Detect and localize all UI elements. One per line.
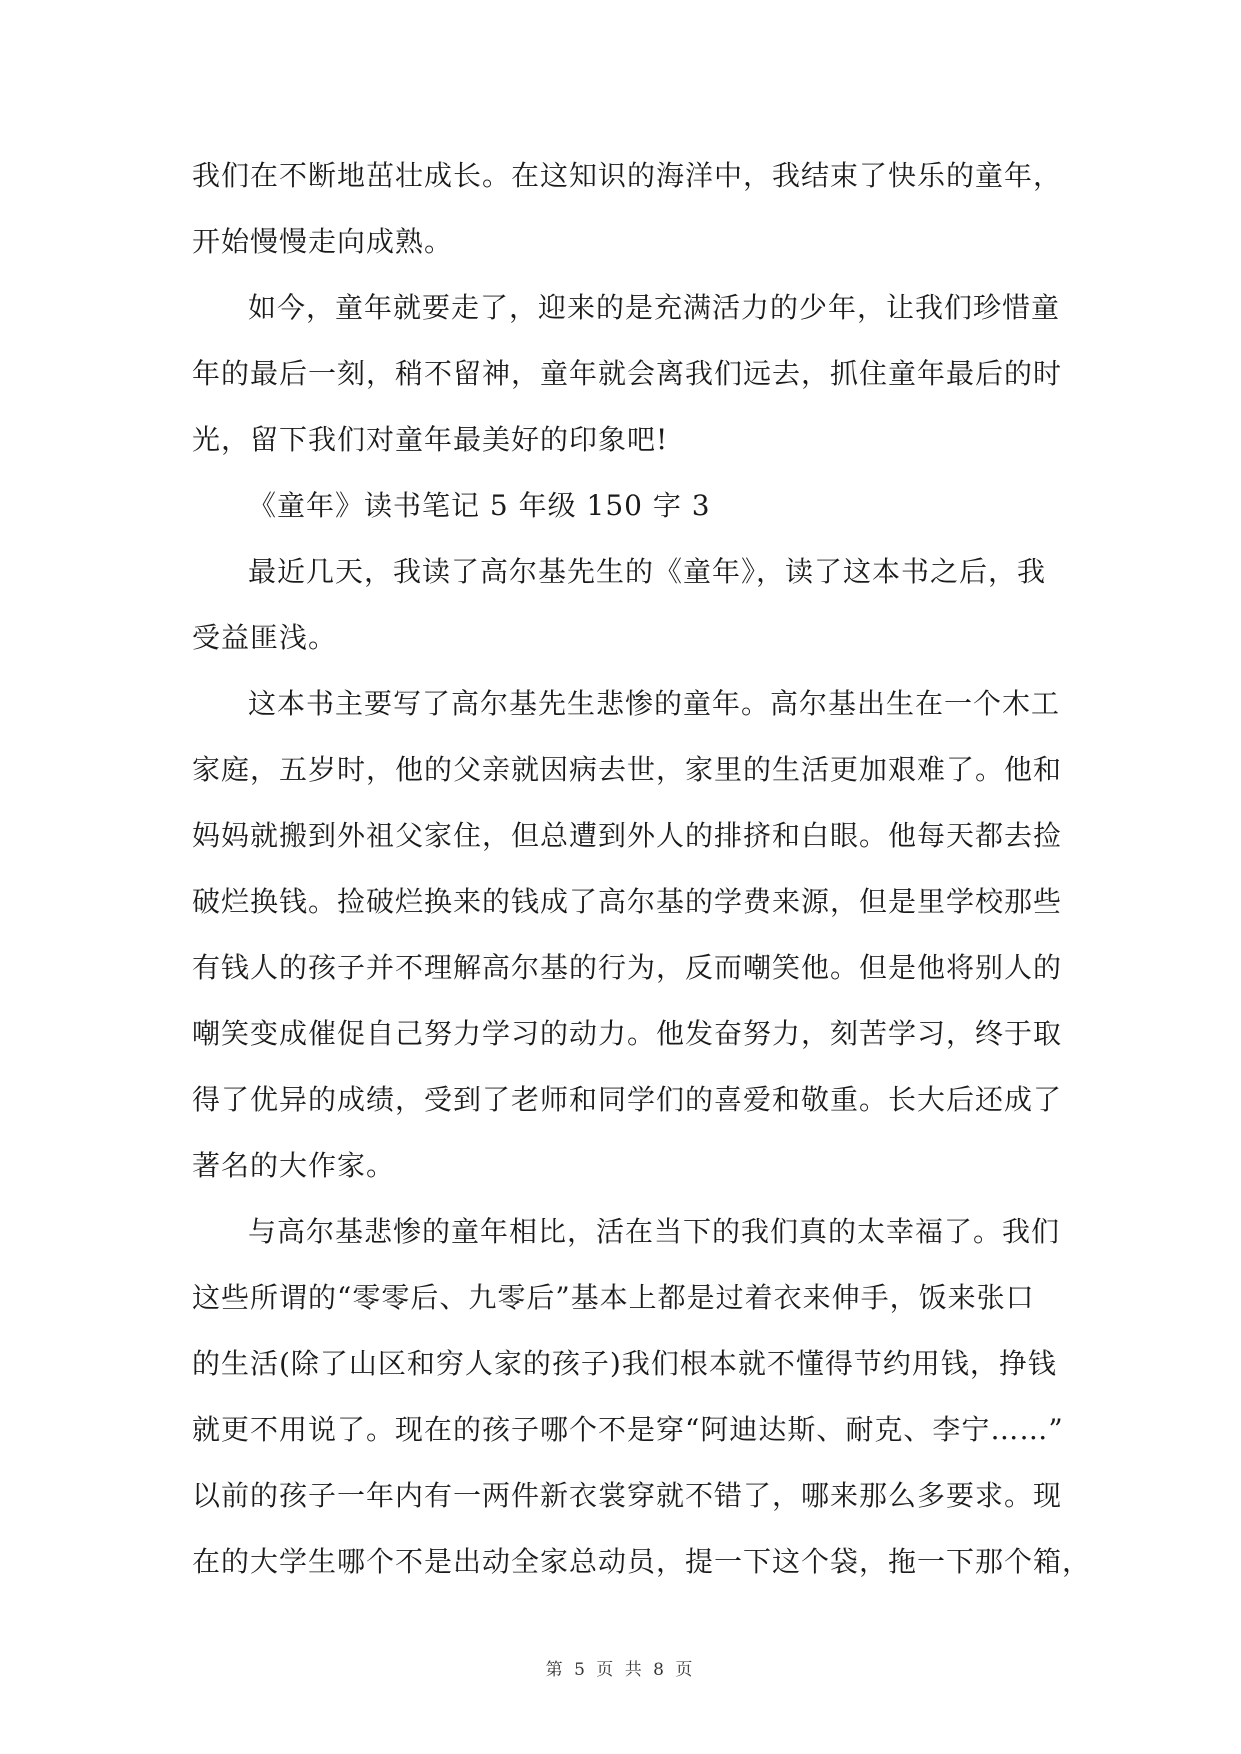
text-line: 受益匪浅。 xyxy=(192,621,338,654)
text-line: 得了优异的成绩，受到了老师和同学们的喜爱和敬重。长大后还成了 xyxy=(192,1083,1063,1116)
document-body xyxy=(192,143,1092,1595)
text-line: 最近几天，我读了高尔基先生的《童年》，读了这本书之后，我 xyxy=(248,555,1047,588)
text-line: 开始慢慢走向成熟。 xyxy=(192,225,454,258)
page-number-footer: 第 5 页 共 8 页 xyxy=(545,1660,696,1680)
text-line: 这本书主要写了高尔基先生悲惨的童年。高尔基出生在一个木工 xyxy=(248,687,1061,720)
paragraph xyxy=(192,539,1052,671)
text-line: 以前的孩子一年内有一两件新衣裳穿就不错了，哪来那么多要求。现 xyxy=(192,1479,1063,1512)
text-line: 《童年》读书笔记 5 年级 150 字 3 xyxy=(248,489,711,522)
text-line: 著名的大作家。 xyxy=(192,1149,396,1182)
text-line: 嘲笑变成催促自己努力学习的动力。他发奋努力，刻苦学习，终于取 xyxy=(192,1017,1063,1050)
text-line: 破烂换钱。捡破烂换来的钱成了高尔基的学费来源，但是里学校那些 xyxy=(192,885,1063,918)
text-line: 与高尔基悲惨的童年相比，活在当下的我们真的太幸福了。我们 xyxy=(248,1215,1061,1248)
text-line: 在的大学生哪个不是出动全家总动员，提一下这个袋，拖一下那个箱， xyxy=(192,1545,1092,1578)
text-line: 如今，童年就要走了，迎来的是充满活力的少年，让我们珍惜童 xyxy=(248,291,1061,324)
paragraph xyxy=(192,671,1063,1199)
text-line: 这些所谓的“零零后、九零后”基本上都是过着衣来伸手，饭来张口 xyxy=(192,1281,1035,1314)
paragraph xyxy=(192,275,1063,473)
text-line: 光，留下我们对童年最美好的印象吧! xyxy=(192,423,669,456)
section-heading xyxy=(192,473,1052,539)
text-line: 家庭，五岁时，他的父亲就因病去世，家里的生活更加艰难了。他和 xyxy=(192,753,1063,786)
paragraph xyxy=(192,143,1063,275)
paragraph xyxy=(192,1199,1092,1595)
text-line: 我们在不断地茁壮成长。在这知识的海洋中，我结束了快乐的童年， xyxy=(192,159,1063,192)
text-line: 就更不用说了。现在的孩子哪个不是穿“阿迪达斯、耐克、李宁……” xyxy=(192,1413,1064,1446)
text-line: 的生活(除了山区和穷人家的孩子)我们根本就不懂得节约用钱，挣钱 xyxy=(192,1347,1057,1380)
text-line: 有钱人的孩子并不理解高尔基的行为，反而嘲笑他。但是他将别人的 xyxy=(192,951,1063,984)
text-line: 妈妈就搬到外祖父家住，但总遭到外人的排挤和白眼。他每天都去捡 xyxy=(192,819,1063,852)
text-line: 年的最后一刻，稍不留神，童年就会离我们远去，抓住童年最后的时 xyxy=(192,357,1063,390)
